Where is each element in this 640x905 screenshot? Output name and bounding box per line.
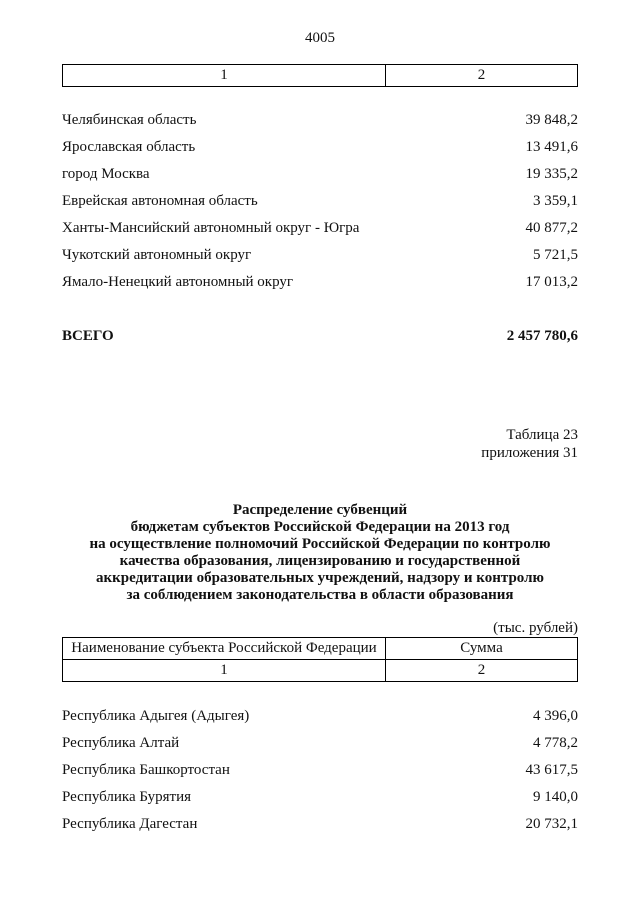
title-line: на осуществление полномочий Российской Федерации по контролю (89, 536, 551, 552)
region-name: Республика Бурятия (62, 789, 192, 805)
region-name: Республика Дагестан (62, 816, 198, 832)
region-name: Республика Адыгея (Адыгея) (62, 708, 250, 724)
total-label: ВСЕГО (62, 328, 114, 344)
appendix-reference: приложения 31 (481, 445, 578, 461)
column-number-1: 1 (63, 65, 386, 87)
table-title (0, 502, 640, 604)
column-number-1: 1 (63, 660, 386, 682)
amount-value: 17 013,2 (525, 274, 578, 290)
region-name: Ханты-Мансийский автономный округ - Югра (62, 220, 360, 236)
top-table-header (62, 64, 578, 87)
total-value: 2 457 780,6 (506, 328, 578, 344)
amount-value: 3 359,1 (533, 193, 578, 209)
title-line: качества образования, лицензированию и государственной (119, 553, 521, 569)
amount-value: 20 732,1 (525, 816, 578, 832)
amount-value: 40 877,2 (525, 220, 578, 236)
title-line: за соблюдением законодательства в области образования (126, 587, 514, 603)
title-line: Распределение субвенций (232, 502, 408, 518)
amount-value: 13 491,6 (525, 139, 578, 155)
table-number: Таблица 23 (506, 427, 578, 443)
region-name: Ямало-Ненецкий автономный округ (62, 274, 294, 290)
region-name: Ярославская область (62, 139, 196, 155)
table-reference (481, 426, 578, 462)
amount-value: 9 140,0 (533, 789, 578, 805)
column-header-amount: Сумма (386, 638, 578, 660)
region-name: Еврейская автономная область (62, 193, 258, 209)
region-name: город Москва (62, 166, 150, 182)
title-line: бюджетам субъектов Российской Федерации на 2013 год (130, 519, 510, 535)
region-name: Чукотский автономный округ (62, 247, 252, 263)
region-name: Республика Алтай (62, 735, 180, 751)
amount-value: 39 848,2 (525, 112, 578, 128)
column-number-2: 2 (386, 660, 578, 682)
amount-value: 19 335,2 (525, 166, 578, 182)
page-number: 4005 (305, 30, 335, 46)
amount-value: 43 617,5 (525, 762, 578, 778)
region-name: Республика Башкортостан (62, 762, 230, 778)
amount-value: 5 721,5 (533, 247, 578, 263)
amount-value: 4 778,2 (533, 735, 578, 751)
title-line: аккредитации образовательных учреждений, надзору и контролю (96, 570, 544, 586)
bottom-table-header (62, 637, 578, 682)
column-header-name: Наименование субъекта Российской Федерации (63, 638, 386, 660)
amount-value: 4 396,0 (533, 708, 578, 724)
column-number-2: 2 (386, 65, 578, 87)
region-name: Челябинская область (62, 112, 197, 128)
units-label: (тыс. рублей) (493, 620, 578, 636)
